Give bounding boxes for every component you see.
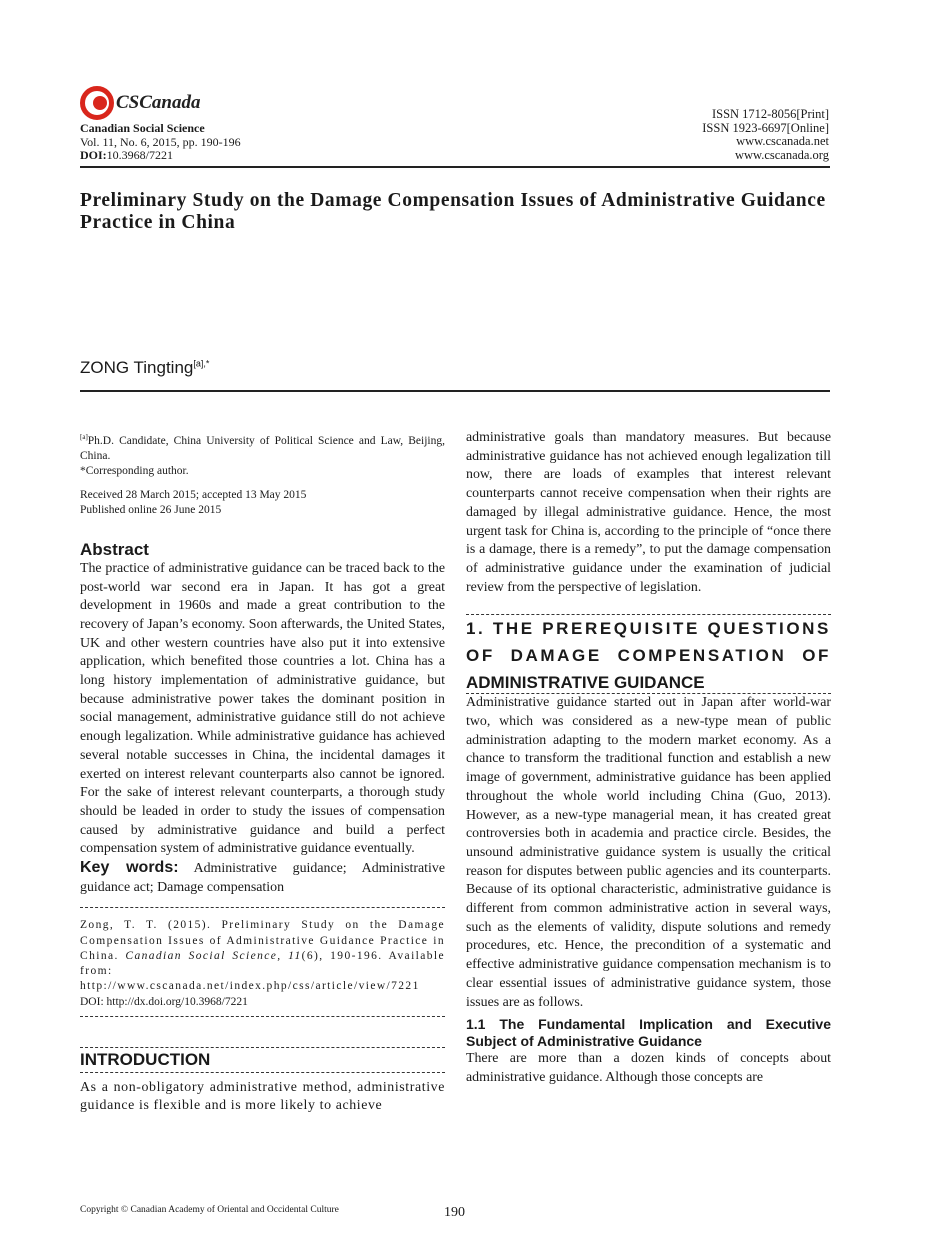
corresponding-note: *Corresponding author. <box>80 464 189 477</box>
author-affiliation-mark: [a],* <box>193 358 210 369</box>
introduction-heading: INTRODUCTION <box>80 1049 211 1069</box>
affiliation <box>80 430 445 518</box>
page-number: 190 <box>444 1205 465 1220</box>
issn-online: ISSN 1923-6697[Online] <box>702 120 829 135</box>
section1-heading-last: ADMINISTRATIVE GUIDANCE <box>466 673 705 693</box>
cscanada-logo-icon <box>80 86 114 120</box>
keywords-label: Key words: <box>80 859 179 877</box>
citation-journal: Canadian Social Science, 11 <box>125 949 302 962</box>
subsection-text: There are more than a dozen kinds of concepts about administrative guidance. Although those concepts are <box>466 1051 831 1085</box>
abstract-text: The practice of administrative guidance can be traced back to the post-world war second era in Japan. It has got a great development in 1960s and made a great contribution to the recovery of Japan’s economy. Soon afterwards, the United States, UK and other western countries have also put it into extensive application, which benefited those countries a lot. China has a long history implementation of administrative guidance, but because administrative power takes the dominant position in social management, administrative guidance still do not achieve enough legalization. While administrative guidance has achieved several notable successes in China, the incidental damages it exerted on interest relevant counterparts also cannot be ignored. For the sake of interest relevant counterparts, a thorough study should be leaded in order to study the issues of compensation caused by administrative guidance and build a perfect compensation system of administrative guidance eventually. <box>80 560 445 857</box>
website-org[interactable]: www.cscanada.org <box>734 147 829 162</box>
introduction-continued: administrative goals than mandatory measures. But because administrative guidance has not achieved enough legalization till now, there are loads of examples that interest relevant counterparts cannot receive compensation when their rights are damaged by illegal administrative guidance. Hence, the most urgent task for China is, according to the principle of “once there is a damage, there is a remedy”, to put the damage compensation of administrative guidance under the examination of judicial review from the perspective of legislation. <box>466 430 831 595</box>
section1-text: Administrative guidance started out in Japan after world-war two, which was considered as a new-type mean of public administration adapting to the modern market economy. As a chance to transform the traditional function and establish a new image of government, administrative guidance has been applied throughout the whole world including China (Guo, 2013). However, as a new-type managerial mean, it has created great controversies both in academia and practice circle. Besides, the unsound administrative guidance system is usually the critical reason for disputes between public agencies and its counterparts. Because of its optional characteristic, administrative guidance is different from common administrative action in several ways, such as the elements of validity, dispute solutions and remedy procedures, etc. Hence, the precondition of a systematic and effective administrative guidance compensation mechanism is to clear essential issues of administrative guidance system, those issues are as follows. <box>466 695 831 1010</box>
citation-text: Zong, T. T. (2015). Preliminary Study on the Damage Compensation Issues of Administrative Guidance Practice in China. <box>80 919 445 962</box>
author <box>80 358 209 378</box>
section1-heading-text: 1. THE PREREQUISITE QUESTIONS OF DAMAGE COMPENSATION OF <box>466 619 831 666</box>
section1-heading <box>466 615 831 696</box>
citation-divider-bottom <box>80 1016 445 1017</box>
citation <box>80 918 445 1009</box>
published-date: Published online 26 June 2015 <box>80 503 222 516</box>
issn-info <box>702 108 829 162</box>
keywords-text: Administrative guidance; Administrative guidance act; Damage compensation <box>80 861 445 895</box>
author-divider <box>80 390 830 392</box>
issn-print: ISSN 1712-8056[Print] <box>711 107 829 121</box>
keywords <box>80 859 445 897</box>
citation-link[interactable]: (6), 190-196. Available from: http://www.cscanada.net/index.php/css/article/view/7221 <box>80 949 446 993</box>
citation-divider-top <box>80 907 445 908</box>
subsection-heading: 1.1 The Fundamental Implication and Executive Subject of Administrative Guidance <box>466 1016 831 1050</box>
affiliation-mark: [a] <box>80 433 88 441</box>
doi-label: DOI: <box>80 148 107 162</box>
doi-value: 10.3968/7221 <box>106 148 174 162</box>
header-divider <box>80 166 830 168</box>
publisher-logo <box>80 86 200 120</box>
author-name: ZONG Tingting <box>80 358 194 377</box>
introduction-text: As a non-obligatory administrative method, administrative guidance is flexible and is more likely to achieve <box>80 1079 445 1114</box>
citation-doi[interactable]: DOI: http://dx.doi.org/10.3968/7221 <box>80 995 248 1008</box>
copyright: Copyright © Canadian Academy of Oriental and Occidental Culture <box>80 1205 339 1215</box>
right-column <box>466 429 831 1088</box>
received-date: Received 28 March 2015; accepted 13 May 2015 <box>80 488 307 501</box>
logo-text: CSCanada <box>116 92 201 113</box>
intro-divider-bottom <box>80 1072 445 1073</box>
left-column <box>80 430 445 1116</box>
abstract-heading: Abstract <box>80 539 149 559</box>
journal-name: Canadian Social Science <box>80 121 205 135</box>
volume-info: Vol. 11, No. 6, 2015, pp. 190-196 <box>80 134 241 149</box>
paper-title: Preliminary Study on the Damage Compensation Issues of Administrative Guidance Practice in China <box>80 190 826 233</box>
affiliation-text: Ph.D. Candidate, China University of Political Science and Law, Beijing, China. <box>80 434 445 462</box>
website-net[interactable]: www.cscanada.net <box>736 134 829 148</box>
journal-meta <box>80 122 241 163</box>
